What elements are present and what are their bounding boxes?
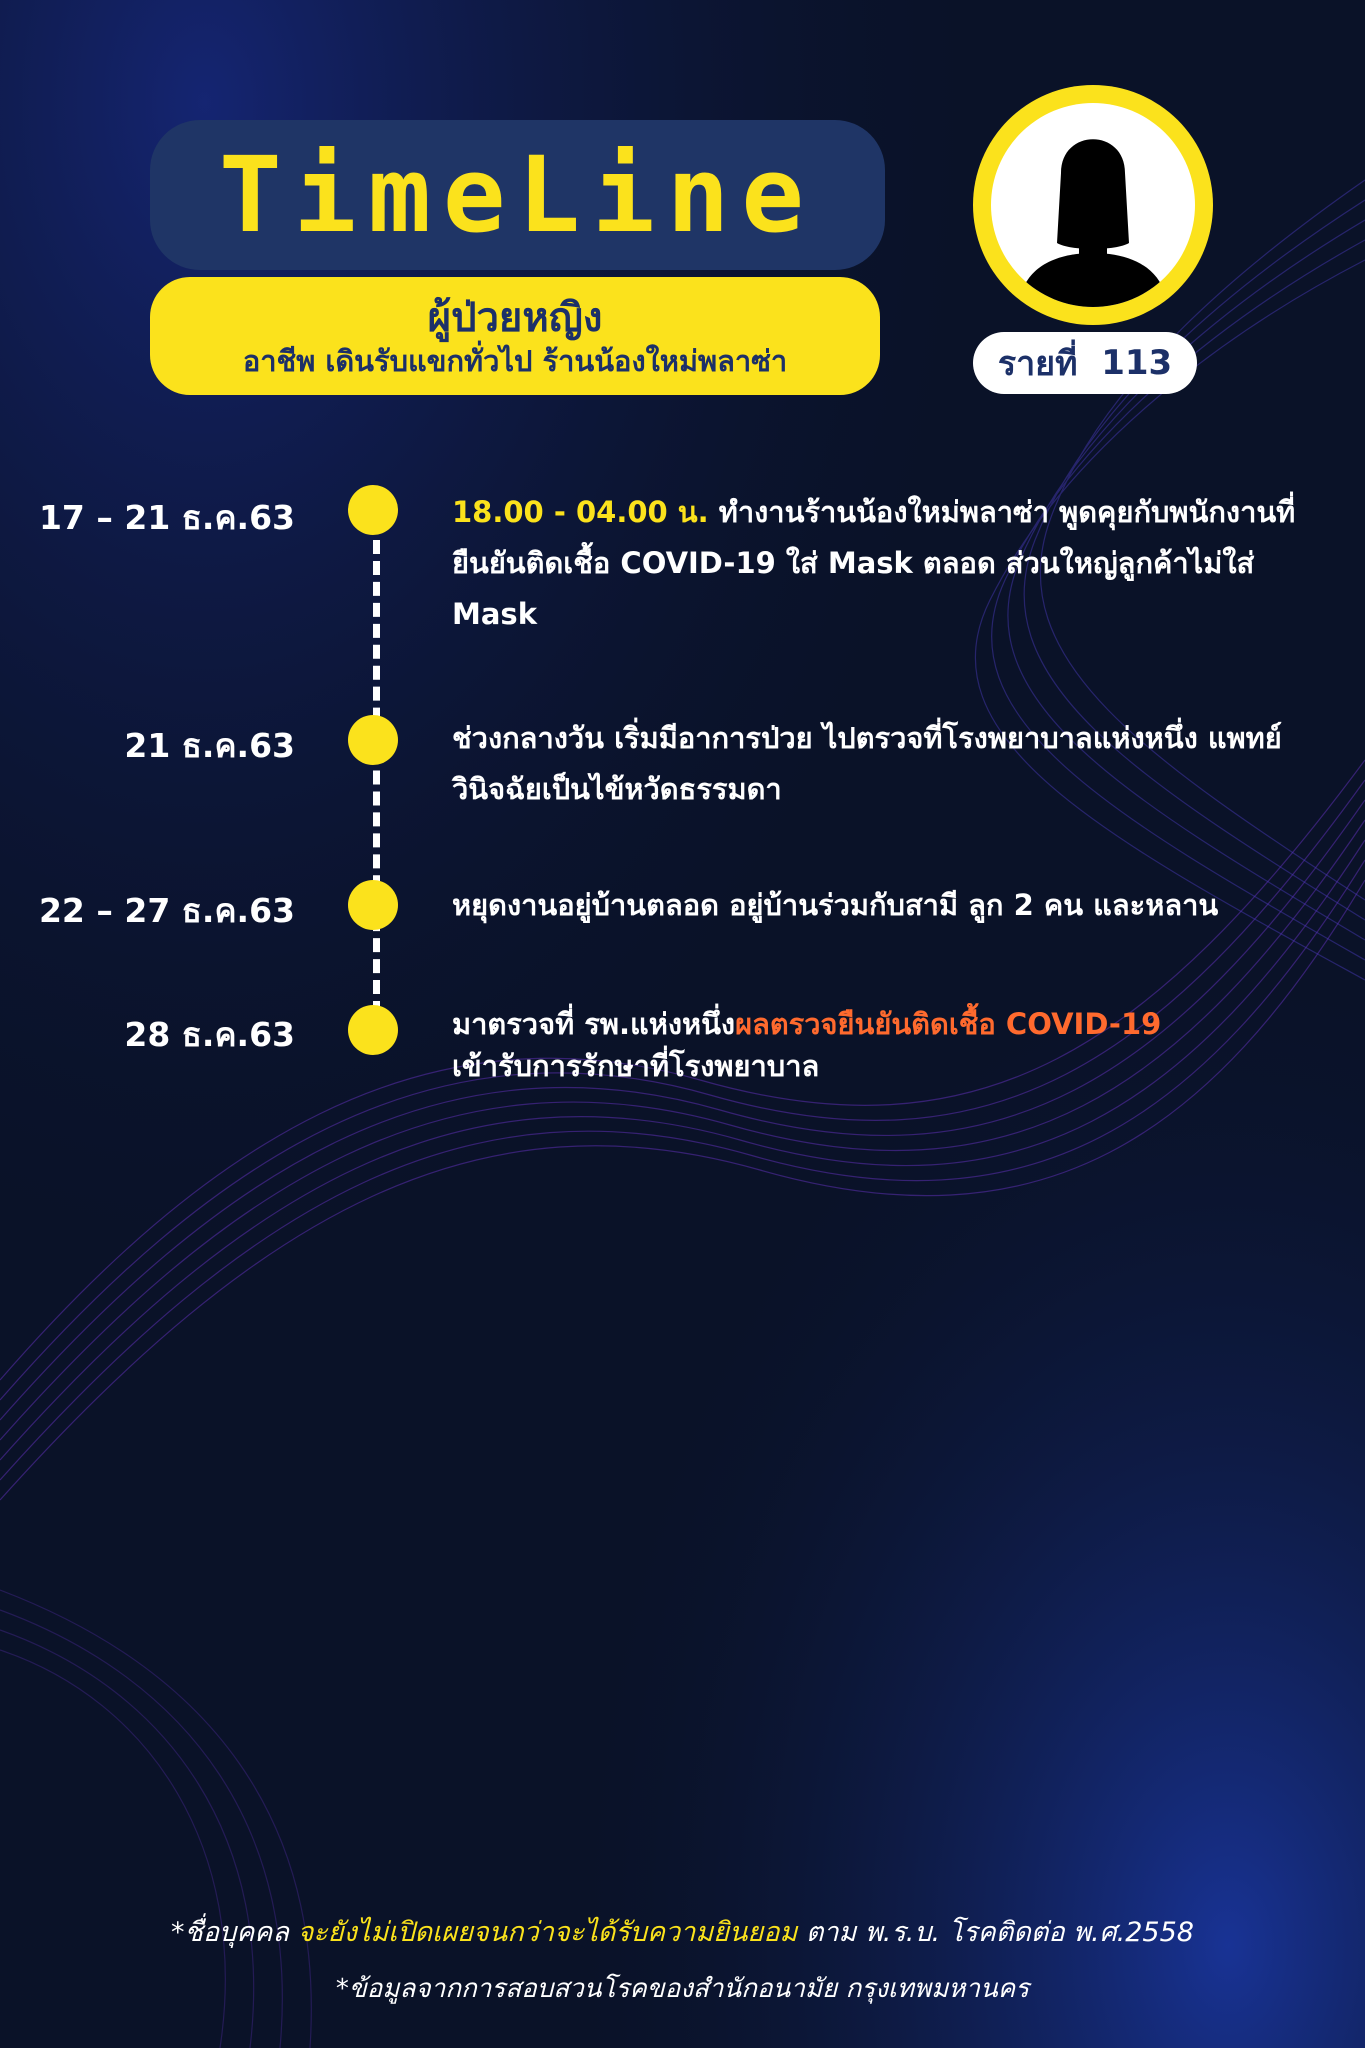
case-number-badge [973, 332, 1197, 394]
footnote-highlight: จะยังไม่เปิดเผยจนกว่าจะได้รับความยินยอม [297, 1917, 798, 1948]
timeline-date: 17 – 21 ธ.ค.63 [38, 498, 295, 537]
timeline-entry [452, 487, 1342, 640]
title-banner [150, 120, 885, 270]
patient-info-banner [150, 277, 880, 395]
timeline-time: 18.00 - 04.00 น. [452, 495, 709, 529]
timeline-connector [373, 540, 380, 1015]
timeline-dot [348, 715, 398, 765]
privacy-footnote [0, 1910, 1365, 1953]
footnote-text: *ชื่อบุคคล [171, 1917, 298, 1948]
timeline-dot [348, 880, 398, 930]
timeline-entry [452, 1003, 1342, 1087]
timeline-highlight: ผลตรวจยืนยันติดเชื้อ COVID-19 [735, 1007, 1162, 1041]
timeline-text: ทำงานร้านน้องใหม่พลาซ่า พูดคุยกับพนักงานที่ยืนยันติดเชื้อ COVID-19 ใส่ Mask ตลอด ส่วนใหญ่ลูกค้าไม่ใส่ Mask [452, 495, 1296, 631]
timeline-date: 28 ธ.ค.63 [124, 1015, 295, 1054]
source-footnote: *ข้อมูลจากการสอบสวนโรคของสำนักอนามัย กรุงเทพมหานคร [335, 1974, 1030, 2004]
case-label: รายที่ [997, 344, 1078, 384]
patient-occupation: อาชีพ เดินรับแขกทั่วไป ร้านน้องใหม่พลาซ่า [242, 344, 788, 378]
timeline-text: หยุดงานอยู่บ้านตลอด อยู่บ้านร่วมกับสามี ลูก 2 คน และหลาน [452, 888, 1219, 922]
timeline-dot [348, 485, 398, 535]
avatar [973, 85, 1213, 325]
timeline-text: ช่วงกลางวัน เริ่มมีอาการป่วย ไปตรวจที่โรงพยาบาลแห่งหนึ่ง แพทย์วินิจฉัยเป็นไข้หวัดธรรมดา [452, 721, 1282, 806]
timeline-date: 21 ธ.ค.63 [124, 726, 295, 765]
title-text: TimeLine [219, 134, 816, 256]
case-number: 113 [1101, 343, 1173, 383]
female-silhouette-icon [991, 103, 1195, 307]
patient-gender-label: ผู้ป่วยหญิง [427, 295, 603, 341]
timeline-entry [452, 880, 1342, 931]
timeline-text: มาตรวจที่ รพ.แห่งหนึ่ง [452, 1007, 736, 1041]
footnote-text: ตาม พ.ร.บ. โรคติดต่อ พ.ศ.2558 [797, 1917, 1194, 1948]
timeline-dot [348, 1005, 398, 1055]
timeline-date: 22 – 27 ธ.ค.63 [38, 891, 295, 930]
timeline-entry [452, 713, 1342, 815]
timeline-text: เข้ารับการรักษาที่โรงพยาบาล [452, 1049, 820, 1083]
